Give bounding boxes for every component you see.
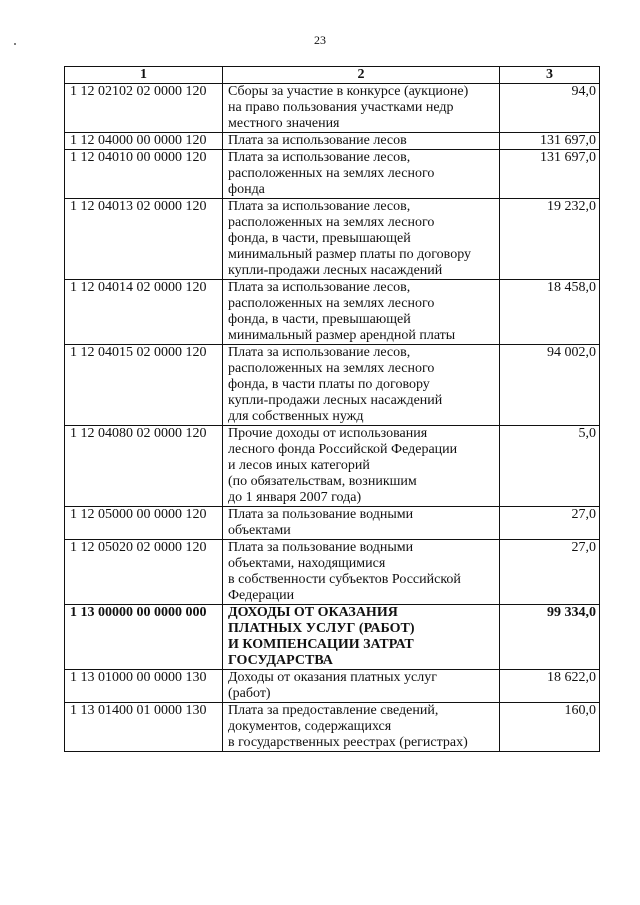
amount-cell: 131 697,0	[500, 133, 600, 150]
amount-cell: 99 334,0	[500, 605, 600, 670]
table-header-row	[65, 67, 600, 84]
table-body	[65, 84, 600, 752]
budget-code-cell: 1 13 01000 00 0000 130	[65, 670, 223, 703]
income-name-cell: Доходы от оказания платных услуг (работ)	[223, 670, 500, 703]
income-name-cell: Плата за пользование водными объектами, находящимися в собственности субъектов Российской Федерации	[223, 540, 500, 605]
budget-code-cell: 1 12 04015 02 0000 120	[65, 345, 223, 426]
amount-cell: 27,0	[500, 507, 600, 540]
amount-cell: 131 697,0	[500, 150, 600, 199]
table-row	[65, 703, 600, 752]
budget-code-cell: 1 12 05000 00 0000 120	[65, 507, 223, 540]
budget-table	[64, 66, 600, 752]
table-row	[65, 345, 600, 426]
budget-code-cell: 1 12 05020 02 0000 120	[65, 540, 223, 605]
table-row	[65, 150, 600, 199]
income-name-cell: Плата за использование лесов, расположенных на землях лесного фонда, в части, превышающей минимальный размер арендной платы	[223, 280, 500, 345]
table-row	[65, 540, 600, 605]
amount-cell: 5,0	[500, 426, 600, 507]
amount-cell: 18 458,0	[500, 280, 600, 345]
income-name-cell: Плата за пользование водными объектами	[223, 507, 500, 540]
income-name-cell: Плата за предоставление сведений, документов, содержащихся в государственных реестрах (регистрах)	[223, 703, 500, 752]
income-name-cell: Прочие доходы от использования лесного фонда Российской Федерации и лесов иных категорий (по обязательствам, возникшим до 1 января 2007 года)	[223, 426, 500, 507]
table-row	[65, 84, 600, 133]
column-header-code: 1	[65, 67, 223, 84]
budget-code-cell: 1 12 04080 02 0000 120	[65, 426, 223, 507]
amount-cell: 19 232,0	[500, 199, 600, 280]
income-name-cell: Плата за использование лесов, расположенных на землях лесного фонда, в части, превышающей минимальный размер платы по договору купли-продажи лесных насаждений	[223, 199, 500, 280]
income-name-cell: Плата за использование лесов, расположенных на землях лесного фонда	[223, 150, 500, 199]
page-number: 23	[314, 33, 326, 47]
column-header-name: 2	[223, 67, 500, 84]
budget-code-cell: 1 13 00000 00 0000 000	[65, 605, 223, 670]
amount-cell: 27,0	[500, 540, 600, 605]
budget-code-cell: 1 12 04014 02 0000 120	[65, 280, 223, 345]
budget-code-cell: 1 12 04013 02 0000 120	[65, 199, 223, 280]
income-name-cell: Плата за использование лесов	[223, 133, 500, 150]
column-header-amount: 3	[500, 67, 600, 84]
table-row	[65, 280, 600, 345]
amount-cell: 18 622,0	[500, 670, 600, 703]
table-row	[65, 426, 600, 507]
amount-cell: 94 002,0	[500, 345, 600, 426]
budget-code-cell: 1 12 04010 00 0000 120	[65, 150, 223, 199]
table-row	[65, 133, 600, 150]
income-name-cell: Сборы за участие в конкурсе (аукционе) на право пользования участками недр местного значения	[223, 84, 500, 133]
table-row	[65, 507, 600, 540]
amount-cell: 94,0	[500, 84, 600, 133]
budget-code-cell: 1 13 01400 01 0000 130	[65, 703, 223, 752]
amount-cell: 160,0	[500, 703, 600, 752]
table-row	[65, 670, 600, 703]
income-name-cell: ДОХОДЫ ОТ ОКАЗАНИЯ ПЛАТНЫХ УСЛУГ (РАБОТ) И КОМПЕНСАЦИИ ЗАТРАТ ГОСУДАРСТВА	[223, 605, 500, 670]
budget-code-cell: 1 12 02102 02 0000 120	[65, 84, 223, 133]
margin-mark	[14, 43, 16, 45]
table-row	[65, 199, 600, 280]
budget-code-cell: 1 12 04000 00 0000 120	[65, 133, 223, 150]
income-name-cell: Плата за использование лесов, расположенных на землях лесного фонда, в части платы по договору купли-продажи лесных насаждений для собственных нужд	[223, 345, 500, 426]
table-row	[65, 605, 600, 670]
